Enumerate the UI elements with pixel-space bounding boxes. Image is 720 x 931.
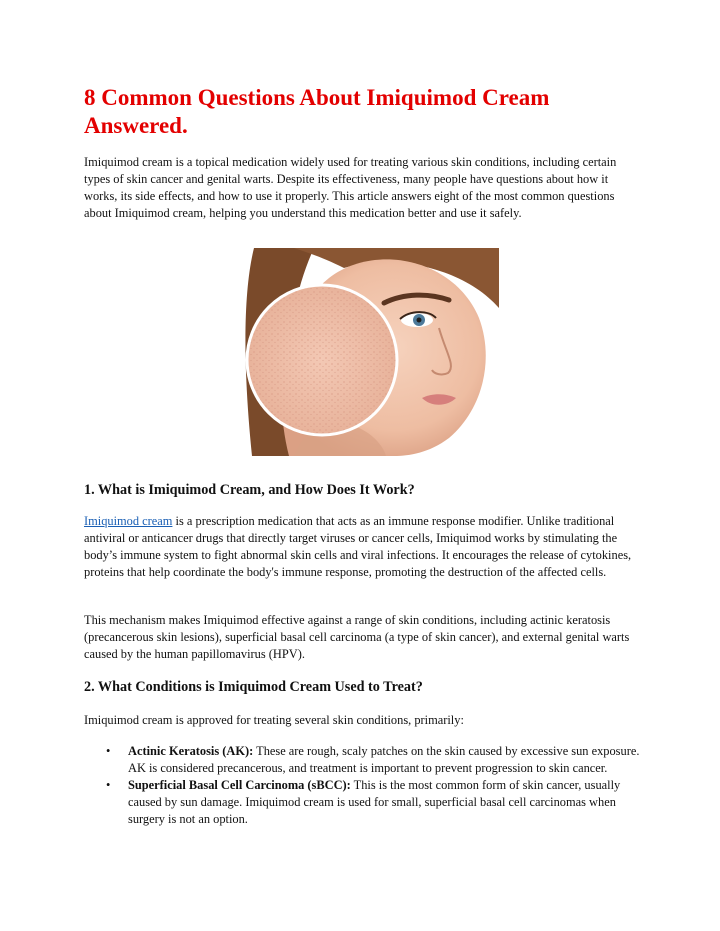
page-title: 8 Common Questions About Imiquimod Cream Answered. [84, 85, 550, 138]
list-item-term: Superficial Basal Cell Carcinoma (sBCC): [128, 778, 351, 792]
section-1-paragraph-2: This mechanism makes Imiquimod effective against a range of skin conditions, including actinic keratosis (precancerous skin lesions), superficial basal cell carcinoma (a type of skin cancer), and external genital warts caused by the human papillomavirus (HPV). [84, 613, 630, 661]
bullet-icon: • [106, 744, 111, 758]
list-item [84, 743, 640, 777]
section-1-paragraph-1 [84, 513, 640, 581]
section-1-paragraph-1-text: is a prescription medication that acts as an immune response modifier. Unlike traditional antiviral or anticancer drugs that directly target viruses or cancer cells, Imiquimod works by stimulating the body’s immune system to fight abnormal skin cells and viral infections. It encourages the release of cytokines, proteins that help coordinate the body's immune response, promoting the destruction of the affected cells. [84, 514, 632, 579]
section-2-heading: 2. What Conditions is Imiquimod Cream Used to Treat? [84, 679, 423, 695]
section-1-heading: 1. What is Imiquimod Cream, and How Does It Work? [84, 482, 415, 498]
list-item-term: Actinic Keratosis (AK): [128, 744, 254, 758]
intro-paragraph: Imiquimod cream is a topical medication widely used for treating various skin conditions, including certain types of skin cancer and genital warts. Despite its effectiveness, many people have questions about how it works, its side effects, and how to use it properly. This article answers eight of the most common questions about Imiquimod cream, helping you understand this medication better and use it safely. [84, 155, 617, 220]
face-skin-closeup-image [234, 248, 499, 456]
list-item-text: This is the most common form of skin cancer, usually caused by sun damage. Imiquimod cream is used for small, superficial basal cell carcinomas when surgery is not an option. [128, 778, 621, 826]
list-item [84, 777, 640, 828]
list-item-text: These are rough, scaly patches on the skin caused by excessive sun exposure. AK is considered precancerous, and treatment is important to prevent progression to skin cancer. [128, 744, 640, 775]
conditions-list [84, 743, 640, 828]
imiquimod-cream-link[interactable]: Imiquimod cream [84, 514, 173, 528]
bullet-icon: • [106, 778, 111, 792]
section-2-paragraph-1: Imiquimod cream is approved for treating several skin conditions, primarily: [84, 713, 464, 727]
